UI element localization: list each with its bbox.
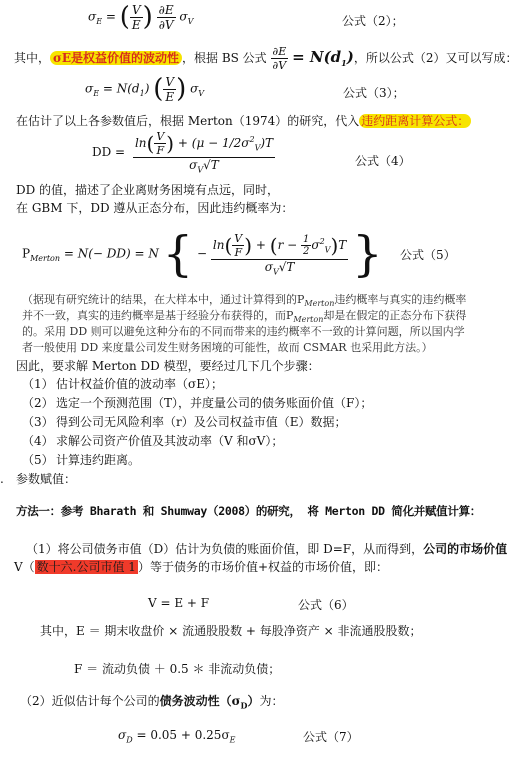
note-line4: 者一般使用 DD 来度量公司发生财务困境的可能性，故而 CSMAR 也采用此方法。） [22,341,433,354]
method-1-heading: 方法一：参考 Bharath 和 Shumway（2008）的研究， 将 Merton DD 简化并赋值计算： [16,504,481,518]
note-line3: 的。采用 DD 则可以避免这种分布的不同而带来的违约概率不一致的计算问题，所以国内学 [22,325,465,338]
formula-3-tag: 公式（3）； [343,86,405,100]
step-item: （1） 估计权益价值的波动率（σE）； [22,377,223,391]
step-item: （4） 求解公司资产价值及其波动率（V 和σV）； [22,434,284,448]
formula-7: $\sigma_D = 0.05 + 0.25\sigma_E$ [118,728,236,745]
note-line1: （据现有研究统计的结果，在大样本中，通过计算得到的$P_{Merton}$违约概率与真实的违约概率 [22,293,467,309]
formula-5-tag: 公式（5） [400,248,456,262]
formula-7-tag: 公式（7） [303,730,359,744]
dd-desc-line2: 在 GBM 下，DD 遵从正态分布，因此违约概率为： [16,201,294,215]
step-item: （3） 得到公司无风险利率（r）及公司权益市值（E）数据； [22,415,347,429]
note-line2: 并不一致，真实的违约概率是基于经验分布获得的，而$P_{Merton}$却是在假定的正态分布下获得 [22,309,467,325]
dd-desc-line1: DD 的值，描述了企业离财务困境有点远，同时， [16,183,280,197]
step-item: （5） 计算违约距离。 [22,453,141,467]
f-definition: F ＝ 流动负债 ＋ 0.5 ＊ 非流动负债； [74,662,281,676]
formula-4-tag: 公式（4） [355,154,411,168]
merton-paragraph: 在估计了以上各参数值后，根据 Merton（1974）的研究，代入 违约距离计算公式： [16,114,470,128]
line-after-formula-2: 其中， σE是权益价值的波动性 ，根据 BS 公式 $\frac{\partial E}{\partial V}$ = $N(d_1)$，所以公式（2）又可以写成： [14,45,518,72]
item-1-line1: （1）将公司债务市值（D）估计为负债的账面价值，即 D=F，从而得到，公司的市场价值 [26,542,508,556]
highlight-equity-volatility: σE是权益价值的波动性 [50,51,182,65]
formula-6-tag: 公式（6） [298,598,354,612]
where-e-definition: 其中，E ＝ 期末收盘价 × 流通股股数 + 每股净资产 × 非流通股股数； [40,624,422,638]
item-1-line2: V（ 数十六.公司市值 1 ）等于债务的市场价值+权益的市场价值，即： [14,560,388,574]
formula-4: DD = ln( $\frac{V}{F}$ ) + $(\mu - 1/2\sigma^2_V)T$ $\sigma_V√T$ [92,130,274,175]
section-heading: . 参数赋值： [0,472,77,486]
formula-6: V = E + F [148,596,210,610]
formula-2: $\sigma_E$ = ( $\frac{V}{E}$ ) $\frac{\partial E}{\partial V}$ $\sigma_V$ [88,2,194,32]
steps-intro: 因此，要求解 Merton DD 模型，要经过几下几个步骤： [16,359,320,373]
formula-5: $P_{Merton} = N(- DD) = N$ { − ln( $\frac{V}{F}$ ) + (r − $\frac{1}{2}$ $\sigma^2_V)T$ $\sigma_V√T$ } [22,226,383,282]
item-2: （2）近似估计每个公司的债务波动性$(\sigma_D)$为： [20,694,284,711]
highlight-dd-formula: 违约距离计算公式： [361,114,470,128]
highlight-market-value: 数十六.公司市值 1 [36,560,136,574]
step-item: （2） 选定一个预测范围（T），并度量公司的债务账面价值（F）； [22,396,373,410]
formula-2-tag: 公式（2）； [342,14,404,28]
formula-3: $\sigma_E = N(d_1)$ ( $\frac{V}{E}$ ) $\sigma_V$ [85,74,205,104]
